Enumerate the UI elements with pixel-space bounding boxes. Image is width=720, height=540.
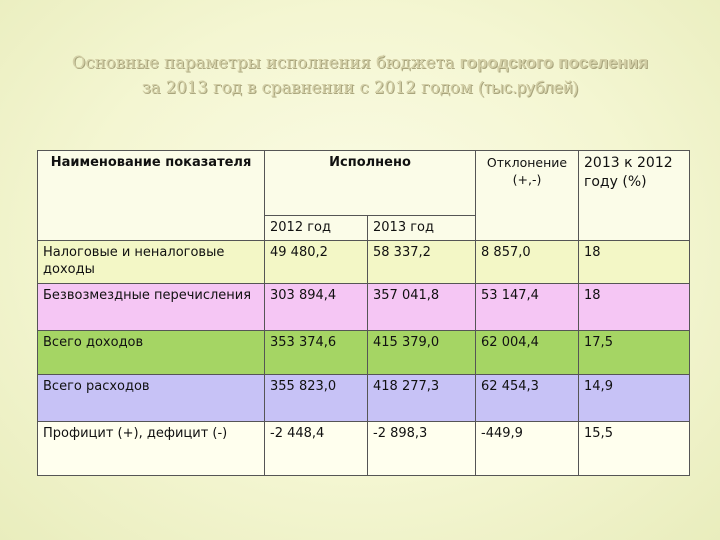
value-2012: 353 374,6 [265, 331, 368, 375]
value-ratio: 14,9 [579, 375, 690, 422]
row-label: Безвозмездные перечисления [38, 284, 265, 331]
value-deviation: 62 004,4 [476, 331, 579, 375]
header-name: Наименование показателя [38, 151, 265, 241]
title-line-1 [0, 50, 720, 75]
value-2013: -2 898,3 [368, 422, 476, 476]
title-line-1-serif: Основные параметры исполнения бюджета [71, 53, 455, 72]
header-year-2012: 2012 год [265, 216, 368, 241]
title-line-2-serif: за 2013 год в сравнении с 2012 годом [141, 78, 473, 97]
value-deviation: 53 147,4 [476, 284, 579, 331]
value-2012: 303 894,4 [265, 284, 368, 331]
value-2013: 58 337,2 [368, 241, 476, 284]
value-deviation: 62 454,3 [476, 375, 579, 422]
row-label: Всего доходов [38, 331, 265, 375]
row-label: Налоговые и неналоговые доходы [38, 241, 265, 284]
table-row [38, 241, 690, 284]
header-year-2013: 2013 год [368, 216, 476, 241]
header-row [38, 151, 690, 216]
table-row [38, 375, 690, 422]
title-line-2 [0, 75, 720, 100]
value-2013: 357 041,8 [368, 284, 476, 331]
value-ratio: 17,5 [579, 331, 690, 375]
value-ratio: 18 [579, 284, 690, 331]
table-row [38, 284, 690, 331]
budget-table [37, 150, 690, 476]
header-deviation: Отклонение (+,-) [476, 151, 579, 241]
header-ratio: 2013 к 2012 году (%) [579, 151, 690, 241]
value-deviation: 8 857,0 [476, 241, 579, 284]
value-deviation: -449,9 [476, 422, 579, 476]
header-executed: Исполнено [265, 151, 476, 216]
value-2013: 415 379,0 [368, 331, 476, 375]
title-line-1-sans: городского поселения [459, 53, 649, 72]
title-unit: (тыс.рублей) [477, 78, 579, 97]
value-2013: 418 277,3 [368, 375, 476, 422]
row-label: Всего расходов [38, 375, 265, 422]
value-ratio: 18 [579, 241, 690, 284]
value-2012: -2 448,4 [265, 422, 368, 476]
value-2012: 49 480,2 [265, 241, 368, 284]
table-row [38, 422, 690, 476]
value-ratio: 15,5 [579, 422, 690, 476]
row-label: Профицит (+), дефицит (-) [38, 422, 265, 476]
table-row [38, 331, 690, 375]
slide-title [0, 50, 720, 100]
value-2012: 355 823,0 [265, 375, 368, 422]
